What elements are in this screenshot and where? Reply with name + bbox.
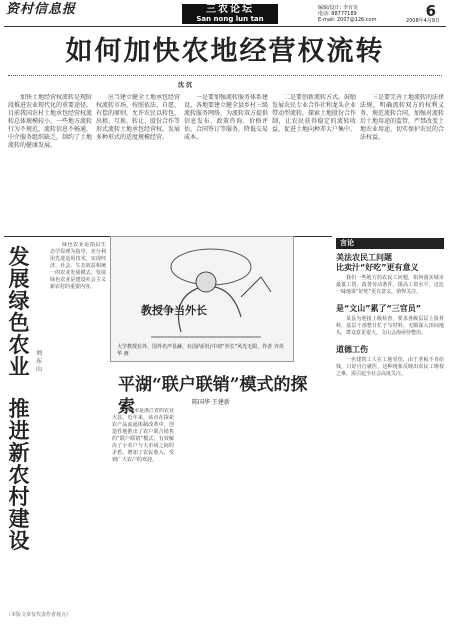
page-number: 6 — [425, 2, 436, 20]
main-article-column-5 — [360, 94, 444, 234]
section-pinyin: San nong lun tan — [196, 15, 264, 23]
footer-note: （本版文章仅代表作者观点） — [6, 612, 72, 618]
main-article-column-3 — [184, 94, 268, 234]
sidebar-item-2-title: 是“文山”累了“三官员” — [336, 304, 422, 313]
main-article-column-4 — [272, 94, 356, 234]
feature-author: 陈国华 王建新 — [192, 399, 230, 406]
paragraph: 三是要完善土地流转的法律法规，明确流转双方的权利义务，规范流转合同，加强对流转后土地用途的监管，严禁改变土地农业用途，切实保护农民的合法权益。 — [360, 94, 444, 141]
main-article-column-1 — [8, 94, 92, 234]
editor-line: 编辑/设计: 李有奇 — [318, 5, 358, 11]
vertical-title-1: 发展绿色农业 — [8, 244, 30, 379]
sidebar-item-1-subtitle: 比卖汁“好吃”更有意义 — [336, 263, 419, 272]
masthead — [4, 4, 446, 24]
cartoon-title: 教授争当外长 — [141, 304, 207, 317]
paragraph: 某县为迎接上级检查，要求各级层层上报材料，基层干部整日忙于写材料，无暇深入田间地头，群众意见很大，文山会海亟待整治。 — [336, 316, 444, 336]
main-headline: 如何加快农地经营权流转 — [65, 36, 385, 67]
sidebar-tag: 言论 — [336, 238, 444, 249]
paragraph: 二是要创新流转方式。鼓励发展农民专业合作社和龙头企业带动型流转，探索土地股份合作制，让农民获得稳定的流转收益，促进土地向种养大户集中。 — [272, 94, 356, 133]
sidebar-item-3-title: 道德工伤 — [336, 345, 368, 354]
email-line: E-mail: 2007@126.com — [318, 17, 377, 23]
feature-headline: 平湖“联户联销”模式的探索 — [118, 375, 308, 417]
main-article-column-2 — [96, 94, 180, 234]
vertical-author: 刘东山 — [36, 350, 43, 373]
paragraph: 平湖市是浙江省的农业大县。近年来，该市在探索农产品流通体制改革中，创造性地推出了农户联合销售的“联户联销”模式，有效解决了小农户与大市场之间的矛盾，增加了农民收入，受到广大农户的欢迎。 — [112, 408, 174, 463]
paragraph: 我们一些地方的农民工问题，如何落实城市最低工资，改善劳动条件，提高工资水平，这比一味地讲“好吃”更有意义，值得关注。 — [336, 275, 444, 295]
editor-info — [318, 5, 377, 23]
section-banner — [182, 4, 278, 24]
cartoon-drawing — [111, 237, 293, 361]
paragraph: 应当建立健全土地承包经营权流转市场，按照依法、自愿、有偿的原则，允许农民以转包、出租、互换、转让、股份合作等形式流转土地承包经营权，发展多种形式的适度规模经营。 — [96, 94, 180, 141]
vertical-headline — [6, 246, 32, 552]
vertical-title-2: 推进新农村建设 — [8, 396, 30, 553]
left-feature-body — [50, 242, 106, 612]
newspaper-logo: 资村信息报 — [6, 2, 77, 17]
phone-line: 电话: 88777189 — [318, 11, 357, 17]
section-name: 三农论坛 — [206, 4, 254, 15]
headline-divider — [8, 75, 442, 76]
sidebar-item-1-title: 美法农民工问题 — [336, 253, 392, 262]
feature-column-3 — [244, 408, 330, 636]
issue-date: 2008年4月9日 — [405, 18, 440, 24]
paragraph: 一是要加强流转服务体系建设。各地要建立健全县乡村三级流转服务网络，为流转双方提供信息发布、政策咨询、价格评估、合同签订等服务，降低交易成本。 — [184, 94, 268, 141]
paragraph: 加快土地经营权流转是现阶段推进农业现代化的重要途径。目前我国农村土地承包经营权流转总体规模较小，一些地方流转行为不规范，流转信息不畅通，中介服务组织缺乏，制约了土地流转的健康发展。 — [8, 94, 92, 149]
sidebar-item-2-body — [336, 316, 444, 337]
cartoon-illustration — [110, 236, 294, 362]
paragraph: 绿色农业是指以生态学原理为指导，充分利用先进适用技术，实现经济、社会、生态效益相统一的农业发展模式。发展绿色农业是建设社会主义新农村的重要内容。 — [50, 242, 106, 290]
sidebar-item-1-body — [336, 275, 444, 296]
sidebar-item-3-body — [336, 357, 444, 378]
header-rule — [4, 26, 446, 27]
feature-column-2 — [178, 408, 240, 636]
main-byline: 沈 沉 — [178, 82, 193, 89]
opinion-sidebar — [336, 238, 444, 638]
paragraph: 一名建筑工人在工地受伤，由于老板不肯给钱，只好自行就医，这种现象反映出农民工维权之难，需引起全社会高度关注。 — [336, 357, 444, 377]
cartoon-caption: 大学教授在外，国外名声显赫，在国内同行中却“外长”风光无限。作者 齐英华 画 — [117, 344, 284, 357]
feature-column-1 — [112, 408, 174, 636]
